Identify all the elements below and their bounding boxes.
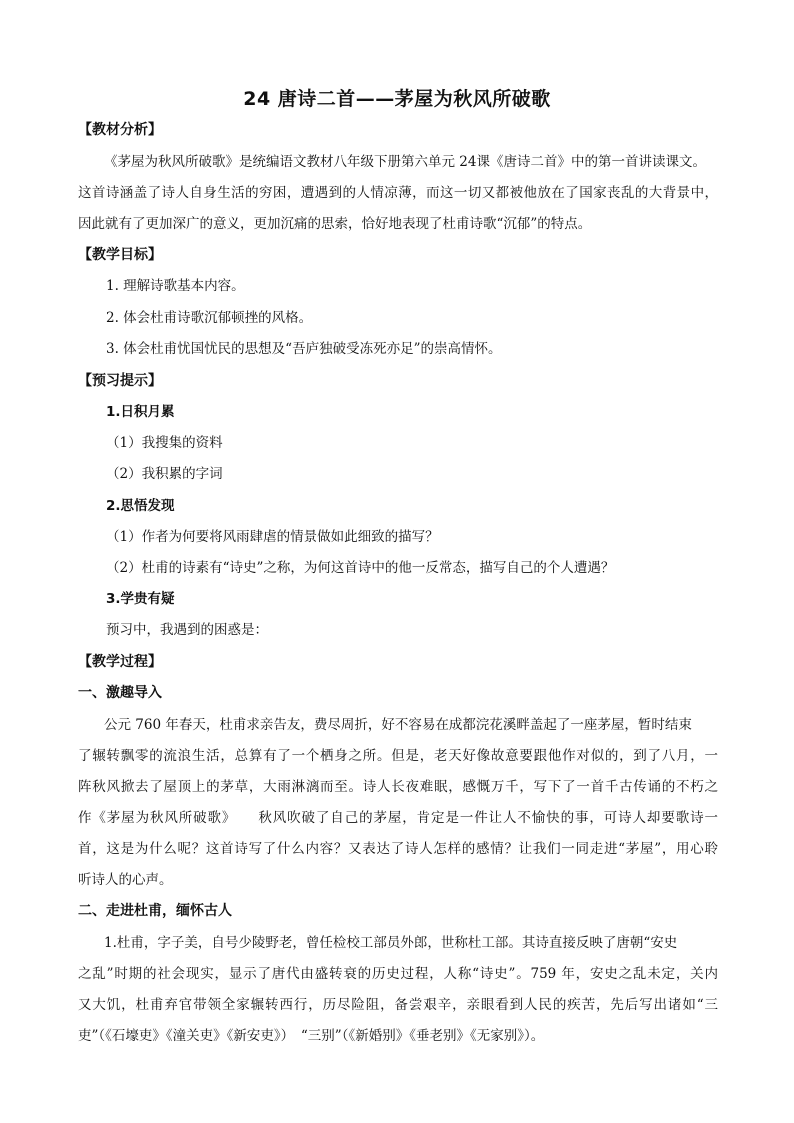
- paragraph-line: 公元 760 年春天，杜甫求亲告友，费尽周折，好不容易在成都浣花溪畔盖起了一座茅屋，暂时结束: [104, 717, 692, 733]
- paragraph-line: 《茅屋为秋风所破歌》是统编语文教材八年级下册第六单元 24课《唐诗二首》中的第一首讲读课文。: [104, 154, 706, 170]
- preview-item: （1）作者为何要将风雨肆虐的情景做如此细致的描写？: [106, 529, 439, 545]
- section-heading-goals: 【教学目标】: [78, 247, 162, 263]
- preview-item: 预习中，我遇到的困惑是：: [106, 622, 268, 638]
- section-heading-preview: 【预习提示】: [78, 373, 162, 389]
- part-heading: 一、激趣导入: [78, 685, 162, 701]
- preview-subheading: 3.学贵有疑: [106, 591, 175, 607]
- page-title: 24 唐诗二首——茅屋为秋风所破歌: [243, 88, 551, 110]
- preview-item: （1）我搜集的资料: [106, 435, 223, 451]
- paragraph-line: 吏”（《石壕吏》《潼关吏》《新安吏》） “三别”（《新婚别》《垂老别》《无家别》）。: [78, 1028, 545, 1044]
- paragraph-line: 阵秋风掀去了屋顶上的茅草，大雨淋漓而至。诗人长夜难眠，感慨万千，写下了一首千古传诵的不朽之: [78, 779, 718, 795]
- paragraph-line: 作《茅屋为秋风所破歌》 秋风吹破了自己的茅屋，肯定是一件让人不愉快的事，可诗人却要歌诗一: [78, 810, 718, 826]
- paragraph-line: 1.杜甫，字子美，自号少陵野老，曾任检校工部员外郎，世称杜工部。其诗直接反映了唐朝“安史: [104, 935, 678, 951]
- section-heading-process: 【教学过程】: [78, 654, 162, 670]
- paragraph-line: 又大饥，杜甫弃官带领全家辗转西行，历尽险阻，备尝艰辛，亲眼看到人民的疾苦，先后写出诸如“三: [78, 997, 718, 1013]
- paragraph-line: 听诗人的心声。: [78, 872, 173, 888]
- paragraph-line: 首，这是为什么呢？这首诗写了什么内容？又表达了诗人怎样的感情？让我们一同走进“茅屋”，用心聆: [78, 841, 718, 857]
- goal-item: 3. 体会杜甫忧国忧民的思想及“吾庐独破受冻死亦足”的崇高情怀。: [106, 341, 502, 357]
- preview-item: （2）我积累的字词: [106, 466, 223, 482]
- paragraph-line: 这首诗涵盖了诗人自身生活的穷困，遭遇到的人情凉薄，而这一切又都被他放在了国家丧乱的大背景中，: [78, 185, 718, 201]
- paragraph-line: 了辗转飘零的流浪生活，总算有了一个栖身之所。但是，老天好像故意要跟他作对似的，到了八月，一: [78, 748, 718, 764]
- goal-item: 1. 理解诗歌基本内容。: [106, 278, 245, 294]
- preview-subheading: 1.日积月累: [106, 404, 175, 420]
- paragraph-line: 因此就有了更加深广的意义，更加沉痛的思索，恰好地表现了杜甫诗歌“沉郁”的特点。: [78, 216, 592, 232]
- preview-item: （2）杜甫的诗素有“诗史”之称，为何这首诗中的他一反常态，描写自己的个人遭遇？: [106, 560, 615, 576]
- paragraph-line: 之乱”时期的社会现实，显示了唐代由盛转衰的历史过程，人称“诗史”。759 年，安史之乱未定，关内: [78, 966, 718, 982]
- section-heading-analysis: 【教材分析】: [78, 122, 162, 138]
- part-heading: 二、走进杜甫，缅怀古人: [78, 903, 232, 919]
- goal-item: 2. 体会杜甫诗歌沉郁顿挫的风格。: [106, 310, 313, 326]
- preview-subheading: 2.思悟发现: [106, 498, 175, 514]
